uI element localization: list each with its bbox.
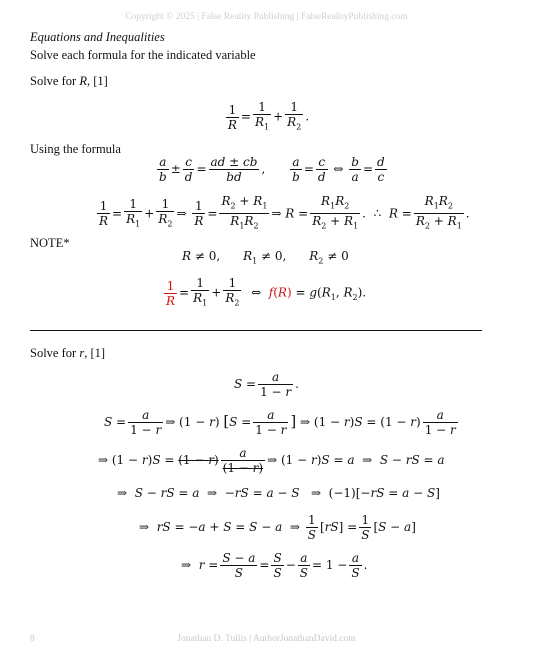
using-formula-label: Using the formula [30,142,121,156]
problem2-prompt-suffix: , [1] [84,346,106,360]
problem1-prompt-var: R [79,74,87,88]
problem2-prompt-var: r [79,346,85,360]
note-label: NOTE* [30,236,70,250]
page-number: 8 [30,634,35,644]
equation-derivation-R: $\frac{1}{R}$ = $\frac{1}{R_1}$ + $\frac{1}{R_2}$ ⇒ $\frac{1}{R}$ = $\frac{R_2 + R_1}{R_1R_2}$ ⇒ R = $\frac{R_1R_2}{R_2 + R_1}$ . ∴ R = $\frac{R_1R_2}{R_2 + R_1}$ . [99,194,470,231]
equation-resistors: $\frac{1}{R}$ = $\frac{1}{R_1}$ + $\frac{1}{R_2}$ . [227,100,310,132]
equation-step-2: ⇒ (1 − r)S = (1 − r) $\frac{a}{(1 - r)}$ ⇒ (1 − r)S = a ⇒ S − rS = a [98,446,445,475]
equation-step-3: ⇒ S − rS = a ⇒ −rS = a − S ⇒ (−1)[−rS = a − S] [117,486,440,500]
problem2-prompt-prefix: Solve for [30,346,80,360]
equation-step-5: ⇒ r = $\frac{S - a}{S}$ = $\frac{S}{S}$ − $\frac{a}{S}$ = 1 − $\frac{a}{S}$ . [181,551,368,580]
section-title: Equations and Inequalities [30,30,165,44]
equation-fraction-identities: $\frac{a}{b}$ ± $\frac{c}{d}$ = $\frac{ad \pm cb}{bd}$ , $\frac{a}{b}$ = $\frac{c}{d}$ ⇔ $\frac{b}{a}$ = $\frac{d}{c}$ [159,155,385,184]
footer-author: Jonathan D. Tullis | AuthorJonathanDavid.com [177,634,356,644]
equation-step-4: ⇒ rS = −a + S = S − a ⇒ $\frac{1}{S}$ [rS] = $\frac{1}{S}$ [S − a] [139,513,416,542]
problem1-prompt [30,74,108,89]
problem1-prompt-prefix: Solve for [30,74,80,88]
problem1-prompt-suffix: , [1] [86,74,108,88]
equation-nonzero-conditions: R ≠ 0, $R_1 \ne 0$, $R_2 \ne 0$ [182,249,349,266]
equation-step-1: S = $\frac{a}{1 - r}$ ⇒ (1 − r) [S = $\frac{a}{1 - r}$ ] ⇒ (1 − r)S = (1 − r) $\frac{a}{1 - r}$ [104,408,456,437]
problem2-prompt [30,346,105,361]
copyright-header: Copyright © 2025 | False Reality Publishing | FalseRealityPublishing.com [125,12,408,22]
equation-function-form: $\frac{1}{R}$ = $\frac{1}{R_1}$ + $\frac{1}{R_2}$ ⇔ $f(R) = g(R_1$, $R_2$). [166,276,367,308]
intro-instruction: Solve each formula for the indicated variable [30,48,256,62]
equation-S: S = $\frac{a}{1 - r}$ . [233,370,299,399]
section-divider [30,330,482,331]
